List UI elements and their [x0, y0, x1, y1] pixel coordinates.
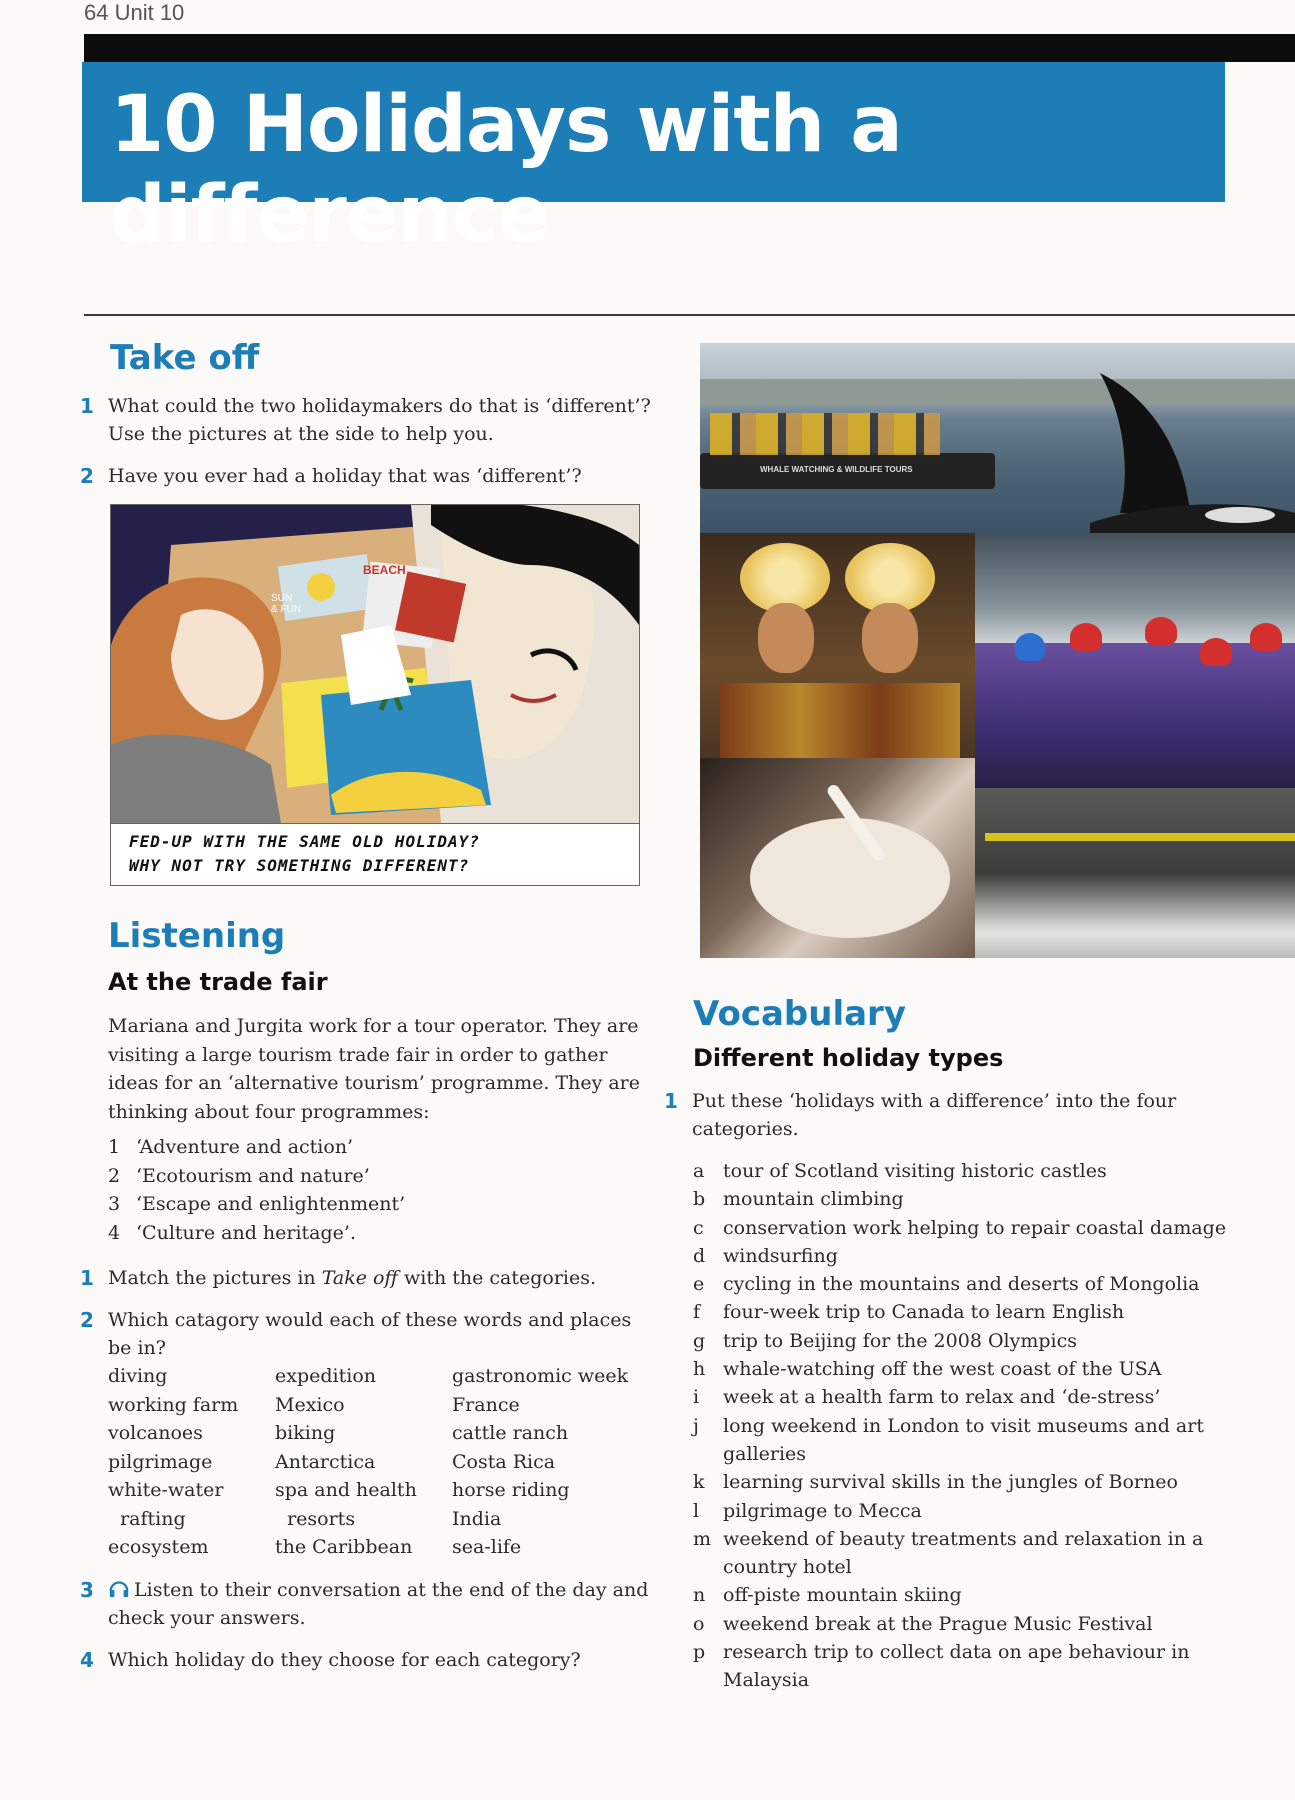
take-off-question-2: [80, 462, 660, 491]
helmet: [1145, 617, 1177, 645]
vocabulary-subheading: Different holiday types: [693, 1044, 1004, 1072]
question-text: Which holiday do they choose for each category?: [108, 1649, 581, 1671]
list-item: k learning survival skills in the jungles of Borneo: [693, 1471, 1178, 1494]
raft-rope: [985, 833, 1295, 841]
question-text: Put these ‘holidays with a difference’ into the four categories.: [692, 1090, 1177, 1140]
costumes: [720, 683, 960, 758]
helmet: [1015, 633, 1045, 661]
whale-watching-photo: [700, 343, 1295, 533]
word-column: gastronomic week France cattle ranch Costa Rica horse riding India sea-life: [452, 1365, 629, 1558]
question-text: Listen to their conversation at the end of the day and check your answers.: [108, 1579, 649, 1629]
beauty-treatment-photo: [700, 758, 975, 958]
programme-list: [108, 1133, 628, 1247]
rafters: [975, 643, 1295, 793]
face: [758, 603, 814, 673]
boat-sign: WHALE WATCHING & WILDLIFE TOURS: [760, 465, 913, 474]
page-title: 10 Holidays with a difference: [110, 80, 902, 260]
page-header: 64 Unit 10: [84, 0, 185, 25]
list-item: 1 ‘Adventure and action’: [108, 1136, 354, 1158]
white-water-rafting-photo: [975, 533, 1295, 958]
list-item: o weekend break at the Prague Music Festival: [693, 1612, 1153, 1635]
face-mask: [750, 818, 950, 938]
helmet: [1250, 623, 1282, 651]
divider: [84, 314, 1295, 316]
passengers: [710, 413, 940, 455]
question-text: Have you ever had a holiday that was ‘different’?: [108, 465, 582, 487]
question-text: Match the pictures in Take off with the categories.: [108, 1267, 597, 1289]
orca-fin: [1090, 363, 1295, 533]
listening-subheading: At the trade fair: [108, 968, 328, 996]
question-number: 2: [80, 464, 94, 488]
list-item: j long weekend in London to visit museums and art galleries: [693, 1414, 1204, 1465]
listening-question-4: 4 Which holiday do they choose for each category?: [80, 1646, 660, 1675]
holiday-list: [693, 1157, 1253, 1695]
list-item: d windsurfing: [693, 1244, 838, 1267]
list-item: i week at a health farm to relax and ‘de-stress’: [693, 1386, 1161, 1409]
word-column: expedition Mexico biking Antarctica spa and health resorts the Caribbean: [275, 1365, 417, 1558]
list-item: g trip to Beijing for the 2008 Olympics: [693, 1329, 1077, 1352]
listening-heading: Listening: [108, 916, 286, 956]
question-text: What could the two holidaymakers do that is ‘different’? Use the pictures at the side to help you.: [108, 395, 651, 445]
list-item: l pilgrimage to Mecca: [693, 1499, 922, 1522]
list-item: 3 ‘Escape and enlightenment’: [108, 1193, 406, 1215]
list-item: a tour of Scotland visiting historic castles: [693, 1160, 1107, 1182]
list-item: 2 ‘Ecotourism and nature’: [108, 1164, 370, 1187]
question-text: Which catagory would each of these words and places be in?: [108, 1309, 632, 1359]
list-item: p research trip to collect data on ape behaviour in Malaysia: [693, 1641, 1190, 1692]
list-item: e cycling in the mountains and deserts of Mongolia: [693, 1273, 1200, 1296]
cartoon-caption: [111, 823, 639, 886]
spray: [975, 533, 1295, 643]
balinese-dancers-photo: [700, 533, 975, 758]
list-item: h whale-watching off the west coast of the USA: [693, 1358, 1162, 1381]
brochure-text: BEACH: [363, 563, 406, 577]
cartoon-drawing: [111, 505, 639, 823]
headphones-icon[interactable]: [108, 1577, 130, 1599]
helmet: [1070, 623, 1102, 651]
face: [862, 603, 918, 673]
listening-question-3: 3 Listen to their conversation at the end of the day and check your answers.: [80, 1578, 649, 1629]
list-item: f four-week trip to Canada to learn English: [693, 1301, 1125, 1324]
list-item: n off-piste mountain skiing: [693, 1584, 962, 1607]
list-item: b mountain climbing: [693, 1188, 904, 1211]
helmet: [1200, 638, 1232, 666]
cartoon-illustration: [110, 504, 640, 886]
list-item: m weekend of beauty treatments and relaxation in a country hotel: [693, 1527, 1204, 1579]
take-off-question-1: [80, 392, 660, 448]
take-off-heading: Take off: [110, 338, 260, 378]
vocabulary-question-1: 1 Put these ‘holidays with a difference’ into the four categories.: [664, 1087, 1264, 1143]
question-number: 1: [80, 394, 94, 418]
caption-line: FED-UP WITH THE SAME OLD HOLIDAY?: [129, 832, 480, 851]
top-bar: [84, 34, 1295, 62]
listening-question-1: 1 Match the pictures in Take off with the categories.: [80, 1266, 597, 1290]
list-item: 4 ‘Culture and heritage’.: [108, 1221, 356, 1244]
vocabulary-heading: Vocabulary: [693, 994, 906, 1034]
word-column: diving working farm volcanoes pilgrimage white-water rafting ecosystem: [108, 1365, 239, 1558]
listening-intro: Mariana and Jurgita work for a tour operator. They are visiting a large tourism trade fair in order to gather ideas for an ‘alternative tourism’ programme. They are thinking about four programmes:: [108, 1015, 641, 1123]
caption-line: WHY NOT TRY SOMETHING DIFFERENT?: [129, 856, 470, 875]
list-item: c conservation work helping to repair coastal damage: [693, 1216, 1227, 1239]
raft: [975, 788, 1295, 958]
listening-question-2: 2 Which catagory would each of these words and places be in?: [80, 1306, 660, 1362]
brochure-text: SUN & FUN: [271, 593, 301, 615]
title-banner: [82, 62, 1225, 260]
